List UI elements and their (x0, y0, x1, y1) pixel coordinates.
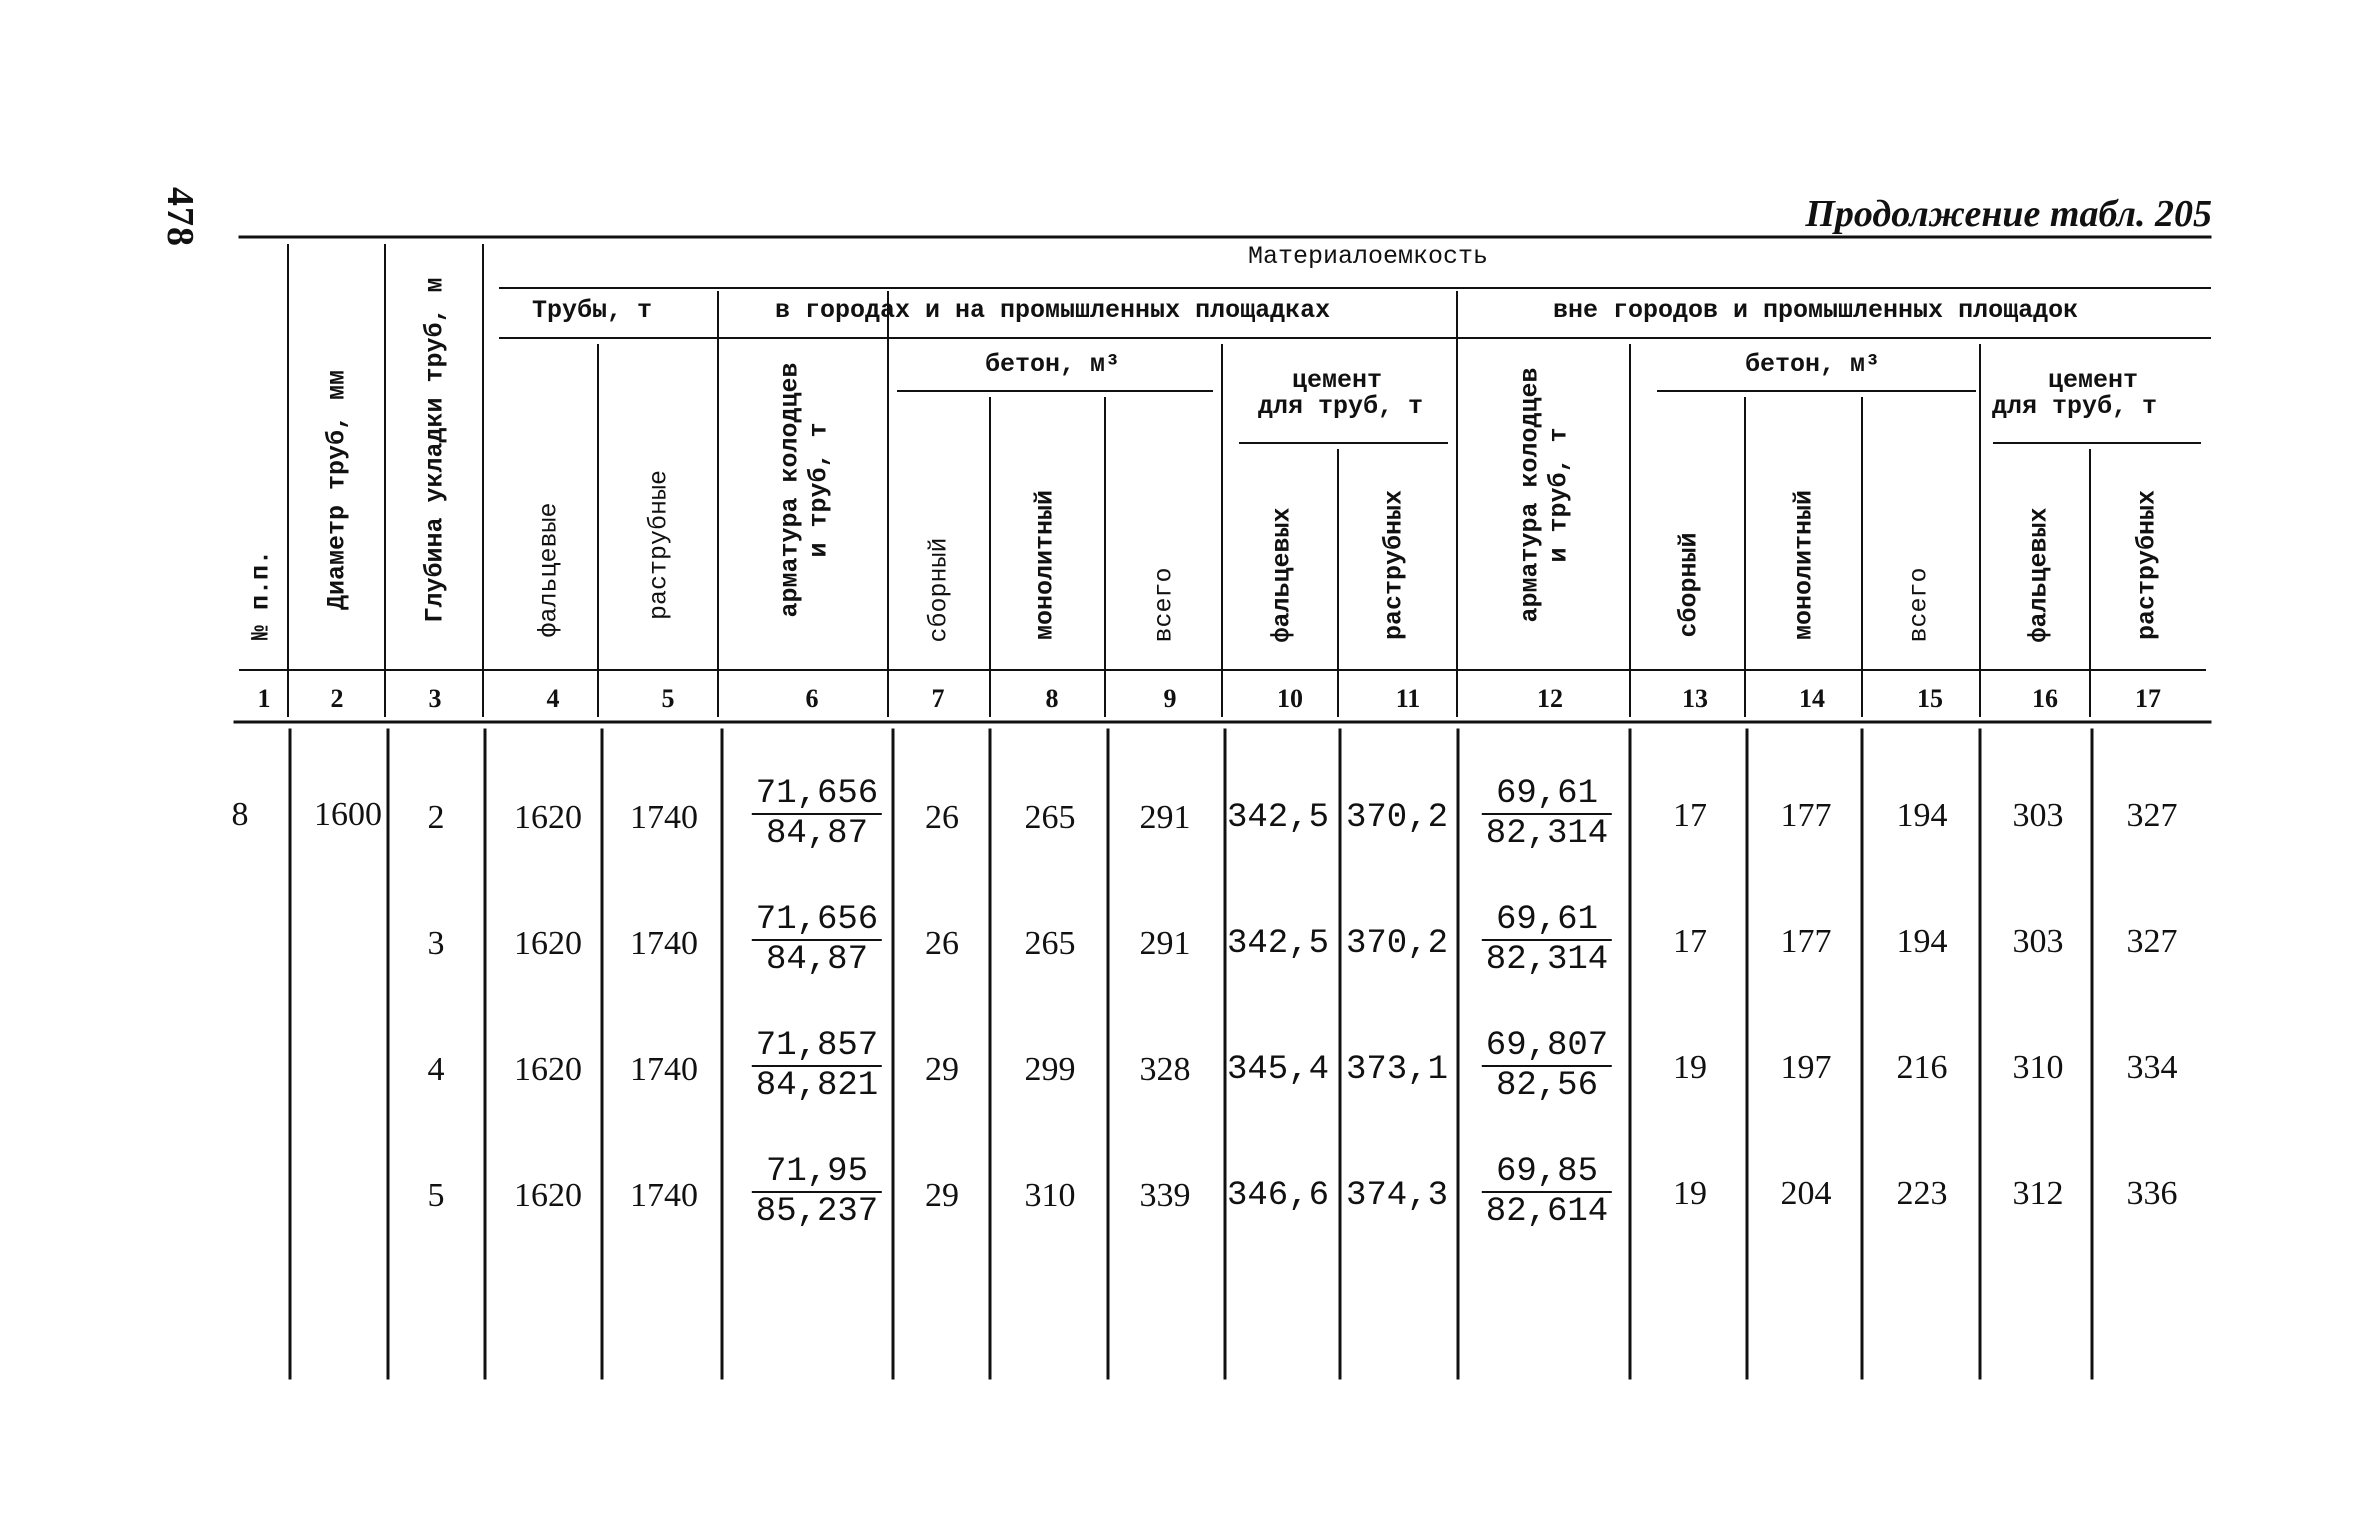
col-number-11: 11 (1395, 684, 1421, 713)
page-number: 478 (159, 187, 201, 247)
header-col5: раструбные (644, 469, 674, 621)
row3-c9: 328 (1139, 1051, 1191, 1088)
row2-c15: 194 (1896, 923, 1948, 960)
row2-depth: 3 (427, 925, 445, 962)
row1-c6-num: 71,656 (752, 775, 882, 815)
row3-c10: 345,4 (1226, 1051, 1330, 1089)
col-number-12: 12 (1537, 684, 1563, 713)
row2-c10: 342,5 (1226, 925, 1330, 963)
row2-c16: 303 (2012, 923, 2064, 960)
group-diameter: 1600 (314, 796, 382, 833)
col-number-17: 17 (2135, 684, 2161, 713)
header-col14: монолитный (1789, 489, 1819, 641)
row1-c16: 303 (2012, 797, 2064, 834)
header-col7: сборный (924, 537, 954, 643)
row1-c5: 1740 (630, 799, 698, 836)
col-number-5: 5 (661, 684, 675, 713)
header-cement-outside-l2: для труб, т (1992, 392, 2158, 421)
row1-c6 (752, 775, 882, 853)
row4-c6 (752, 1153, 882, 1231)
row3-c14: 197 (1780, 1049, 1832, 1086)
row1-c12-num: 69,61 (1482, 775, 1612, 815)
header-col2: Диаметр труб, мм (322, 369, 352, 611)
col-number-6: 6 (805, 684, 819, 713)
row1-c4: 1620 (514, 799, 582, 836)
row3-c4: 1620 (514, 1051, 582, 1088)
col-number-4: 4 (546, 684, 560, 713)
row1-c17: 327 (2126, 797, 2178, 834)
header-col4: фальцевые (534, 502, 564, 638)
row2-c6 (752, 901, 882, 979)
header-cement-cities-l2: для труб, т (1258, 392, 1424, 421)
header-col9: всего (1149, 567, 1179, 643)
col-number-14: 14 (1799, 684, 1825, 713)
row2-c11: 370,2 (1345, 925, 1449, 963)
header-col6-line1: арматура колодцев (775, 362, 805, 618)
row1-c6-den: 84,87 (765, 815, 869, 853)
header-cement-outside-l1: цемент (2048, 366, 2139, 395)
row4-c6-num: 71,95 (752, 1153, 882, 1193)
row2-c6-den: 84,87 (765, 941, 869, 979)
header-col6 (776, 362, 834, 617)
table-caption: Продолжение табл. 205 (1805, 193, 2212, 235)
col-number-13: 13 (1682, 684, 1708, 713)
header-outside: вне городов и промышленных площадок (1553, 296, 2079, 325)
header-col12-line1: арматура колодцев (1515, 367, 1545, 623)
row1-c8: 265 (1024, 799, 1076, 836)
row3-c6-den: 84,821 (755, 1067, 879, 1105)
col-number-1: 1 (257, 684, 271, 713)
row2-c14: 177 (1780, 923, 1832, 960)
row1-depth: 2 (427, 799, 445, 836)
row2-c8: 265 (1024, 925, 1076, 962)
row3-c16: 310 (2012, 1049, 2064, 1086)
row1-c7: 26 (925, 799, 959, 836)
row4-c4: 1620 (514, 1177, 582, 1214)
row3-depth: 4 (427, 1051, 445, 1088)
row2-c17: 327 (2126, 923, 2178, 960)
row3-c15: 216 (1896, 1049, 1948, 1086)
row3-c12-den: 82,56 (1495, 1067, 1599, 1105)
header-col10: фальцевых (1267, 507, 1297, 643)
row1-c10: 342,5 (1226, 799, 1330, 837)
row1-c12 (1482, 775, 1612, 853)
row4-c9: 339 (1139, 1177, 1191, 1214)
row1-c13: 17 (1673, 797, 1707, 834)
row4-c12 (1482, 1153, 1612, 1231)
col-number-8: 8 (1045, 684, 1059, 713)
col-number-7: 7 (931, 684, 945, 713)
header-col3: Глубина укладки труб, м (420, 277, 450, 623)
row1-c9: 291 (1139, 799, 1191, 836)
row4-c12-num: 69,85 (1482, 1153, 1612, 1193)
row3-c17: 334 (2126, 1049, 2178, 1086)
row2-c12-den: 82,314 (1485, 941, 1609, 979)
row2-c7: 26 (925, 925, 959, 962)
row1-c11: 370,2 (1345, 799, 1449, 837)
row4-c5: 1740 (630, 1177, 698, 1214)
header-col17: раструбных (2132, 489, 2162, 641)
row1-c12-den: 82,314 (1485, 815, 1609, 853)
col-number-2: 2 (330, 684, 344, 713)
header-concrete-outside: бетон, м³ (1745, 350, 1881, 379)
row2-c5: 1740 (630, 925, 698, 962)
row2-c9: 291 (1139, 925, 1191, 962)
header-col8: монолитный (1030, 489, 1060, 641)
row4-c17: 336 (2126, 1175, 2178, 1212)
row3-c6-num: 71,857 (752, 1027, 882, 1067)
header-col15: всего (1904, 567, 1934, 643)
row2-c13: 17 (1673, 923, 1707, 960)
row4-c15: 223 (1896, 1175, 1948, 1212)
row3-c6 (752, 1027, 882, 1105)
row4-c16: 312 (2012, 1175, 2064, 1212)
col-number-15: 15 (1917, 684, 1943, 713)
row3-c12-num: 69,807 (1482, 1027, 1612, 1067)
header-col13: сборный (1674, 532, 1704, 638)
row2-c4: 1620 (514, 925, 582, 962)
row3-c13: 19 (1673, 1049, 1707, 1086)
row3-c11: 373,1 (1345, 1051, 1449, 1089)
row2-c6-num: 71,656 (752, 901, 882, 941)
row1-c15: 194 (1896, 797, 1948, 834)
row4-depth: 5 (427, 1177, 445, 1214)
header-col6-line2: и труб, т (804, 422, 833, 558)
row2-c12-num: 69,61 (1482, 901, 1612, 941)
row4-c10: 346,6 (1226, 1177, 1330, 1215)
header-cities: в городах и на промышленных площадках (775, 296, 1331, 325)
header-col1: № п.п. (246, 549, 276, 641)
col-number-10: 10 (1277, 684, 1303, 713)
row3-c12 (1482, 1027, 1612, 1105)
row4-c14: 204 (1780, 1175, 1832, 1212)
header-col12-line2: и труб, т (1544, 427, 1573, 563)
row4-c7: 29 (925, 1177, 959, 1214)
row4-c6-den: 85,237 (755, 1193, 879, 1231)
group-number: 8 (231, 796, 249, 833)
row1-c14: 177 (1780, 797, 1832, 834)
col-number-9: 9 (1163, 684, 1177, 713)
header-concrete-cities: бетон, м³ (985, 350, 1121, 379)
col-number-3: 3 (428, 684, 442, 713)
header-pipes: Трубы, т (532, 296, 653, 325)
row4-c12-den: 82,614 (1485, 1193, 1609, 1231)
row2-c12 (1482, 901, 1612, 979)
row4-c11: 374,3 (1345, 1177, 1449, 1215)
row4-c13: 19 (1673, 1175, 1707, 1212)
col-number-16: 16 (2032, 684, 2058, 713)
header-col16: фальцевых (2024, 507, 2054, 643)
row4-c8: 310 (1024, 1177, 1076, 1214)
header-materials: Материалоемкость (1248, 242, 1489, 271)
header-col12 (1516, 367, 1574, 622)
header-cement-cities-l1: цемент (1292, 366, 1383, 395)
row3-c7: 29 (925, 1051, 959, 1088)
header-col11: раструбных (1379, 489, 1409, 641)
row3-c5: 1740 (630, 1051, 698, 1088)
row3-c8: 299 (1024, 1051, 1076, 1088)
